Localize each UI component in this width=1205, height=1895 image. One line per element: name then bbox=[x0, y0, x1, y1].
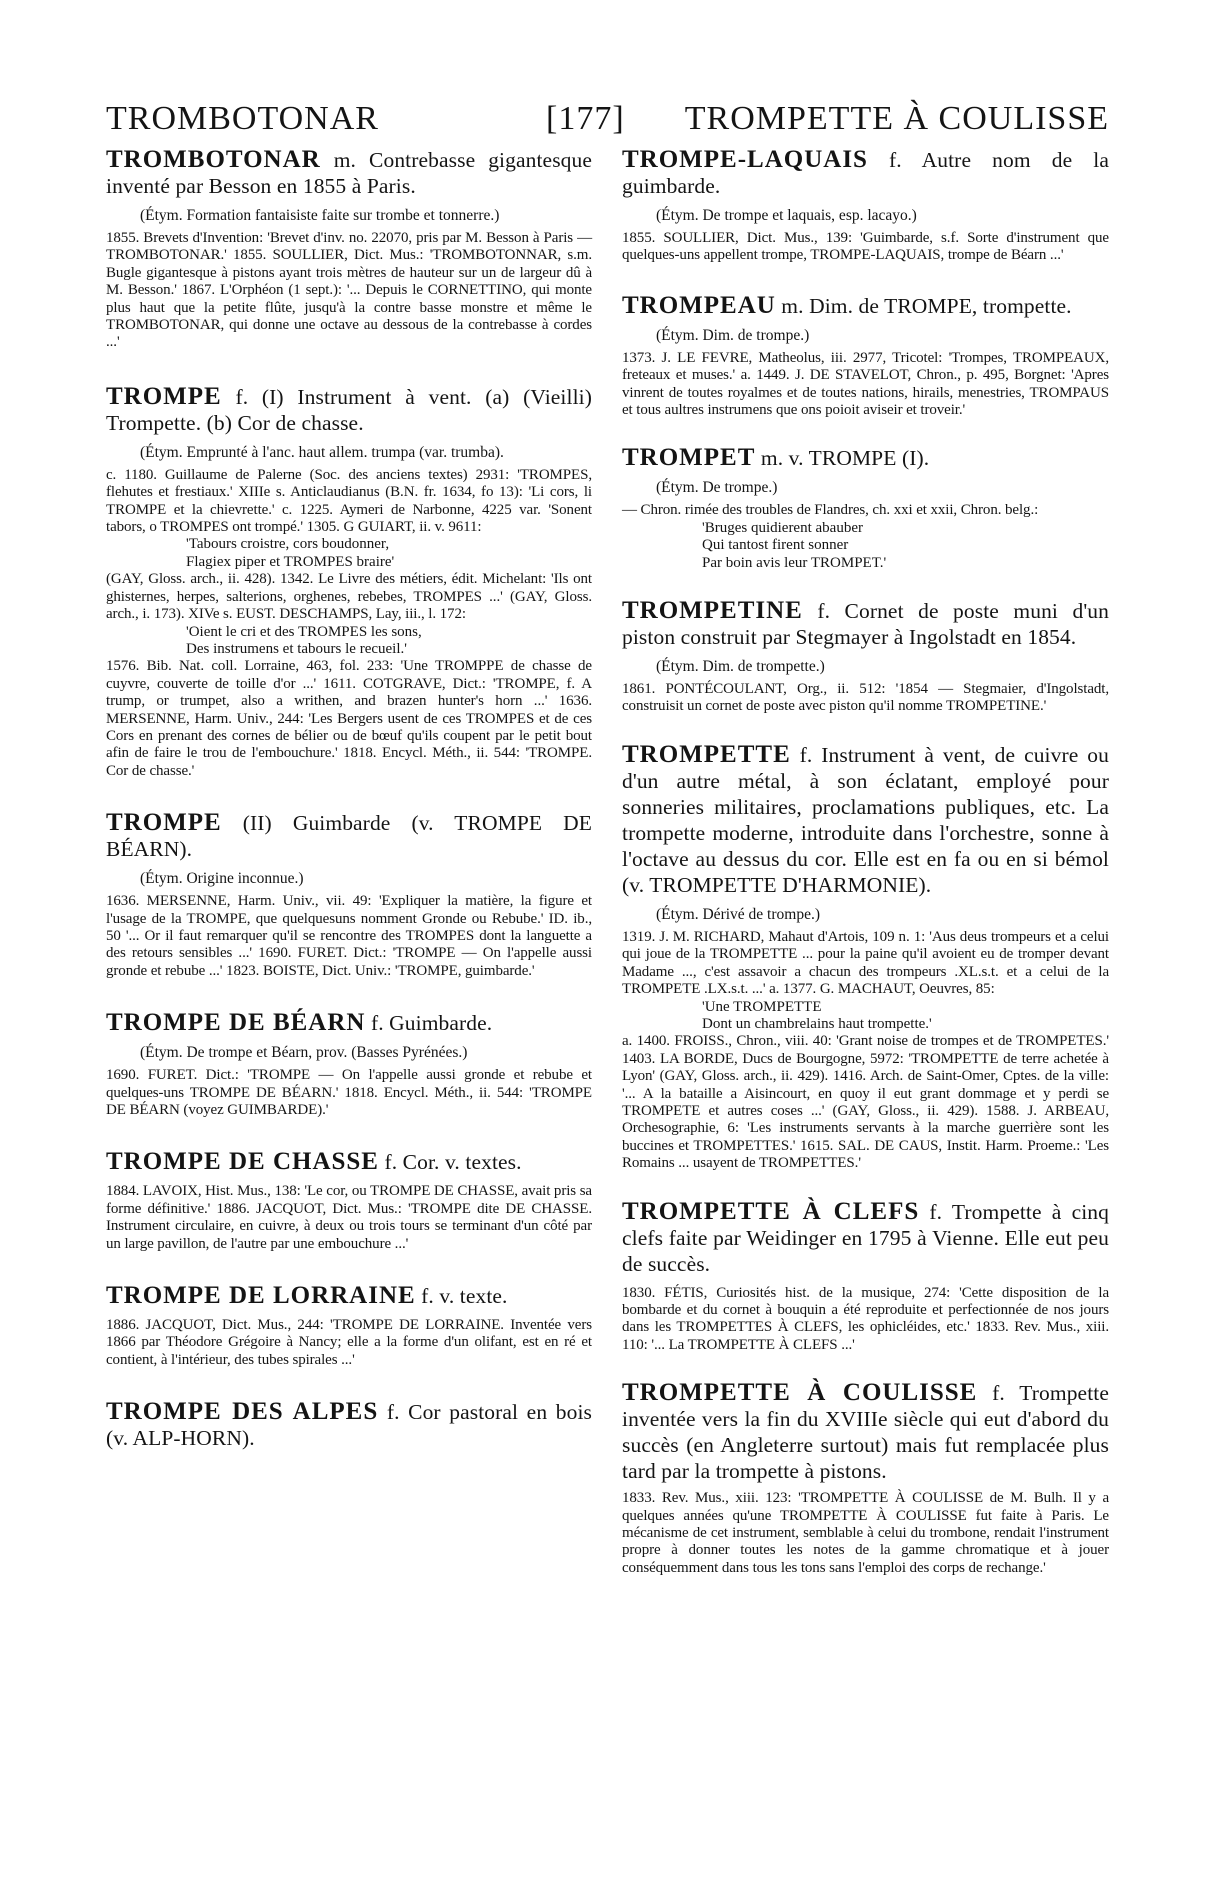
definition: f. Guimbarde. bbox=[365, 1011, 493, 1036]
headword: TROMPE DE LORRAINE bbox=[106, 1282, 416, 1310]
definition: m. v. TROMPE (I). bbox=[755, 446, 930, 471]
header-right-word: TROMPETTE À COULISSE bbox=[684, 100, 1109, 137]
verse-line: 'Bruges quidierent abauber bbox=[702, 519, 863, 536]
definition: f. Cornet de poste muni d'un piston construit par Stegmayer à Ingolstadt en 1854. bbox=[622, 599, 1109, 650]
citations: 1319. J. M. RICHARD, Mahaut d'Artois, 109 n. 1: 'Aus deus trompeurs et a celui qui joue de la TROMPETTE ... pour la paine qu'il avoient eu de tromper devant Madame ..., c'est assavoir a chacun des trompeurs .XL.s.t. et a celui de la TROMPETE .LX.s.t. ...' a. 1377. G. MACHAUT, Oeuvres, 85: bbox=[622, 928, 1109, 998]
etymology: (Étym. De trompe et Béarn, prov. (Basses Pyrénées.) bbox=[140, 1044, 468, 1062]
etymology: (Étym. De trompe.) bbox=[656, 479, 778, 497]
definition: (II) Guimbarde (v. TROMPE DE BÉARN). bbox=[106, 811, 592, 862]
definition: f. v. texte. bbox=[415, 1284, 508, 1309]
verse-line: Qui tantost firent sonner bbox=[702, 537, 849, 554]
entry-trompette bbox=[622, 742, 1109, 1173]
verse-quote bbox=[622, 999, 1109, 1034]
headword: TROMPE-LAQUAIS bbox=[622, 146, 868, 173]
verse-line: 'Tabours croistre, cors boudonner, bbox=[186, 536, 390, 553]
etymology: (Étym. Emprunté à l'anc. haut allem. trumpa (var. trumba). bbox=[140, 443, 504, 461]
verse-line: 'Une TROMPETTE bbox=[702, 998, 822, 1015]
page-number: [177] bbox=[546, 100, 625, 137]
etymology: (Étym. De trompe et laquais, esp. lacayo.) bbox=[656, 207, 917, 224]
entry-trompe-laquais bbox=[622, 147, 1109, 265]
headword: TROMPE DES ALPES bbox=[106, 1398, 379, 1426]
headword: TROMPE bbox=[106, 382, 222, 410]
headword: TROMPETTE À COULISSE bbox=[622, 1379, 978, 1407]
verse-line: Dont un chambrelains haut trompette.' bbox=[702, 1015, 932, 1032]
citations: 1833. Rev. Mus., xiii. 123: 'TROMPETTE À COULISSE de M. Bulh. Il y a quelques années qu'une TROMPETTE À COULISSE fut faite à Paris. Le mécanisme de cet instrument, semblable à celui du trombone, rendait l'instrument propre à donner toutes les notes de la gamme chromatique et à jouer conséquemment dans tous les tons sans l'emploi des corps de rechange.' bbox=[622, 1490, 1109, 1576]
running-header bbox=[106, 100, 1109, 144]
definition: m. Contrebasse gigantesque inventé par Besson en 1855 à Paris. bbox=[106, 148, 592, 198]
verse-line: 'Oient le cri et des TROMPES les sons, bbox=[186, 623, 422, 640]
entry-trompe-de-lorraine bbox=[106, 1283, 592, 1369]
definition: f. Trompette à cinq clefs faite par Weidinger en 1795 à Vienne. Elle eut peu de succès. bbox=[622, 1199, 1109, 1276]
definition: f. Trompette inventée vers la fin du XVIIIe siècle qui eut d'abord du succès (en Angleterre surtout) mais fut remplacée plus tard par la trompette à pistons. bbox=[622, 1381, 1109, 1484]
headword: TROMPET bbox=[622, 444, 756, 472]
headword: TROMPE DE BÉARN bbox=[106, 1009, 366, 1037]
entry-trompe-de-bearn bbox=[106, 1010, 592, 1119]
entry-trompet bbox=[622, 445, 1109, 572]
definition: f. Instrument à vent, de cuivre ou d'un autre métal, à son éclatant, employé pour sonneries militaires, proclamations publiques, etc. La trompette moderne, introduite dans l'orchestre, sonne à l'octave au dessus du cor. Elle est en fa ou en si bémol (v. TROMPETTE D'HARMONIE). bbox=[622, 742, 1109, 897]
header-left-word: TROMBOTONAR bbox=[106, 100, 379, 137]
citations: 1636. MERSENNE, Harm. Univ., vii. 49: 'Expliquer la matière, la figure et l'usage de la TROMPE, que quelquesuns nomment Gronde ou Rebube.' ID. ib., 50 '... Or il faut remarquer qu'il se rencontre des TROMPES dont la languette a des retours sensibles ...' 1690. FURET. Dict.: 'TROMPE — On l'appelle aussi gronde et rebube ...' 1823. BOISTE, Dict. Univ.: 'TROMPE, guimbarde.' bbox=[106, 893, 592, 979]
etymology: (Étym. Dim. de trompe.) bbox=[656, 326, 810, 344]
etymology: (Étym. Dim. de trompette.) bbox=[656, 658, 825, 676]
citations-continued: 1576. Bib. Nat. coll. Lorraine, 463, fol. 233: 'Une TROMPPE de chasse de cuyvre, couverte de toille d'or ...' 1611. COTGRAVE, Dict.: 'TROMPE, f. A trump, or trumpet, also a writhen, and brazen hunter's horn ...' 1636. MERSENNE, Harm. Univ., 244: 'Les Bergers usent de ces TROMPES et de ces Cors en prenant des cornes de bélier ou de bœuf qu'ils coupent par le petit bout afin de faire le trou de l'embouchure.' 1818. Encycl. Méth., ii. 544: 'TROMPE. Cor de chasse.' bbox=[106, 658, 592, 779]
right-column bbox=[622, 147, 1109, 1577]
left-column bbox=[106, 147, 592, 1451]
citations: 1884. LAVOIX, Hist. Mus., 138: 'Le cor, ou TROMPE DE CHASSE, avait pris sa forme définitive.' 1886. JACQUOT, Dict. Mus.: 'TROMPE dite DE CHASSE. Instrument circulaire, en cuivre, à deux ou trois tours se terminant d'un côté par un large pavillon, de l'autre par une embouchure ...' bbox=[106, 1183, 592, 1252]
headword: TROMBOTONAR bbox=[106, 146, 321, 173]
entry-trompe-des-alpes bbox=[106, 1399, 592, 1451]
verse-quote bbox=[106, 536, 592, 571]
definition: f. Cor pastoral en bois (v. ALP-HORN). bbox=[106, 1400, 592, 1451]
entry-trompette-a-clefs bbox=[622, 1199, 1109, 1355]
verse-quote bbox=[106, 624, 592, 659]
entry-trompe-1 bbox=[106, 384, 592, 780]
headword: TROMPEAU bbox=[622, 291, 776, 319]
verse-line: Flagiex piper et TROMPES braire' bbox=[186, 553, 395, 570]
headword: TROMPETINE bbox=[622, 597, 803, 625]
definition: f. Cor. v. textes. bbox=[378, 1150, 522, 1175]
citations: c. 1180. Guillaume de Palerne (Soc. des anciens textes) 2931: 'TROMPES, flehutes et frestiaux.' XIIIe s. Anticlaudianus (B.N. fr. 1634, fo 13): 'Li cors, li TROMPE et la chievrette.' c. 1225. Aymeri de Narbonne, 4225 var. 'Sonent tabors, o TROMPES ont trompé.' 1305. G GUIART, ii. v. 9611: bbox=[106, 466, 592, 536]
definition: f. Autre nom de la guimbarde. bbox=[622, 148, 1109, 198]
citations: 1373. J. LE FEVRE, Matheolus, iii. 2977, Tricotel: 'Trompes, TROMPEAUX, freteaux et muses.' a. 1449. J. DE STAVELOT, Chron., p. 495, Borgnet: 'Apres vinrent de toutes royalmes et de toutes nations, hirails, menestries, TROMPAUS et tous aultres instrumens que ons poioit aviseir et troveir.' bbox=[622, 349, 1109, 419]
citations: 1830. FÉTIS, Curiosités hist. de la musique, 274: 'Cette disposition de la bombarde et du cornet à bouquin a été reproduite et perfectionnée de nos jours dans les TROMPETTES À CLEFS, les ophicléides, etc.' 1833. Rev. Mus., xiii. 110: '... La TROMPETTE À CLEFS ...' bbox=[622, 1284, 1109, 1353]
verse-line: Des instrumens et tabours le recueil.' bbox=[186, 640, 407, 657]
citations: — Chron. rimée des troubles de Flandres, ch. xxi et xxii, Chron. belg.: bbox=[622, 502, 1039, 519]
entry-trompette-a-coulisse bbox=[622, 1380, 1109, 1577]
verse-quote bbox=[622, 520, 1109, 572]
entry-trompetine bbox=[622, 598, 1109, 716]
headword: TROMPETTE bbox=[622, 740, 791, 768]
entry-trompe-de-chasse bbox=[106, 1149, 592, 1253]
definition: f. (I) Instrument à vent. (a) (Vieilli) Trompette. (b) Cor de chasse. bbox=[106, 384, 592, 435]
entry-trombotonar bbox=[106, 147, 592, 352]
entry-trompe-2 bbox=[106, 810, 592, 980]
citations: 1886. JACQUOT, Dict. Mus., 244: 'TROMPE DE LORRAINE. Inventée vers 1866 par Théodore Grégoire à Nancy; elle a la forme d'un olifant, est en ré et contient, à l'intérieur, des tubes spirales ...' bbox=[106, 1317, 592, 1368]
citations-continued: a. 1400. FROISS., Chron., viii. 40: 'Grant noise de trompes et de TROMPETES.' 1403. LA BORDE, Ducs de Bourgogne, 5972: 'TROMPETTE de terre achetée à Lyon' (GAY, Gloss. arch., ii. 429). 1416. Arch. de Saint-Omer, Cptes. de la ville: '... A la bataille a Aisincourt, en quoy il eut grant dommage et y perdi se TROMPETE et autres coses ...' (GAY, Gloss., ii. 429). 1588. J. ARBEAU, Orchesographie, 6: 'Les instruments servants à la marche guerrière sont les buccines et TROMPETTES.' 1615. SAL. DE CAUS, Instit. Harm. Proeme.: 'Les Romains ... usayent de TROMPETTES.' bbox=[622, 1033, 1109, 1172]
citations: 1855. SOULLIER, Dict. Mus., 139: 'Guimbarde, s.f. Sorte d'instrument que quelques-uns appellent trompe, TROMPE-LAQUAIS, trompe de Béarn ...' bbox=[622, 230, 1109, 264]
headword: TROMPE bbox=[106, 809, 222, 837]
entry-trompeau bbox=[622, 293, 1109, 420]
citations: 1861. PONTÉCOULANT, Org., ii. 512: '1854 — Stegmaier, d'Ingolstadt, construisit un cornet de poste avec piston qu'il nomme TROMPETINE.' bbox=[622, 681, 1109, 715]
citations: 1690. FURET. Dict.: 'TROMPE — On l'appelle aussi gronde et rebube et quelques-uns TROMPE DE BÉARN.' 1818. Encycl. Méth., ii. 544: 'TROMPE DE BÉARN (voyez GUIMBARDE).' bbox=[106, 1067, 592, 1118]
definition: m. Dim. de TROMPE, trompette. bbox=[775, 293, 1072, 318]
citations-continued: (GAY, Gloss. arch., ii. 428). 1342. Le Livre des métiers, édit. Michelant: 'Ils ont ghisternes, herpes, salterions, orghenes, rebebes, TROMPES ...' (GAY, Gloss. arch., i. 173). XIVe s. EUST. DESCHAMPS, Lay, iii., l. 172: bbox=[106, 571, 592, 623]
citations: 1855. Brevets d'Invention: 'Brevet d'inv. no. 22070, pris par M. Besson à Paris — TROMBOTONAR.' 1855. SOULLIER, Dict. Mus.: 'TROMBOTONNAR, s.m. Bugle gigantesque à pistons ayant trois mètres de hauteur sur un de largeur dû à M. Besson.' 1867. L'Orphéon (1 sept.): '... Depuis le CORNETTINO, qui monte plus haut que la petite flûte, jusqu'à la contre basse monstre et même le TROMBOTONAR, qui donne une octave au dessous de la contrebasse à cordes ...' bbox=[106, 230, 592, 351]
etymology: (Étym. Formation fantaisiste faite sur trombe et tonnerre.) bbox=[140, 207, 500, 224]
etymology: (Étym. Origine inconnue.) bbox=[140, 870, 304, 888]
verse-line: Par boin avis leur TROMPET.' bbox=[702, 554, 887, 571]
etymology: (Étym. Dérivé de trompe.) bbox=[656, 905, 820, 923]
headword: TROMPETTE À CLEFS bbox=[622, 1197, 920, 1225]
headword: TROMPE DE CHASSE bbox=[106, 1148, 379, 1176]
